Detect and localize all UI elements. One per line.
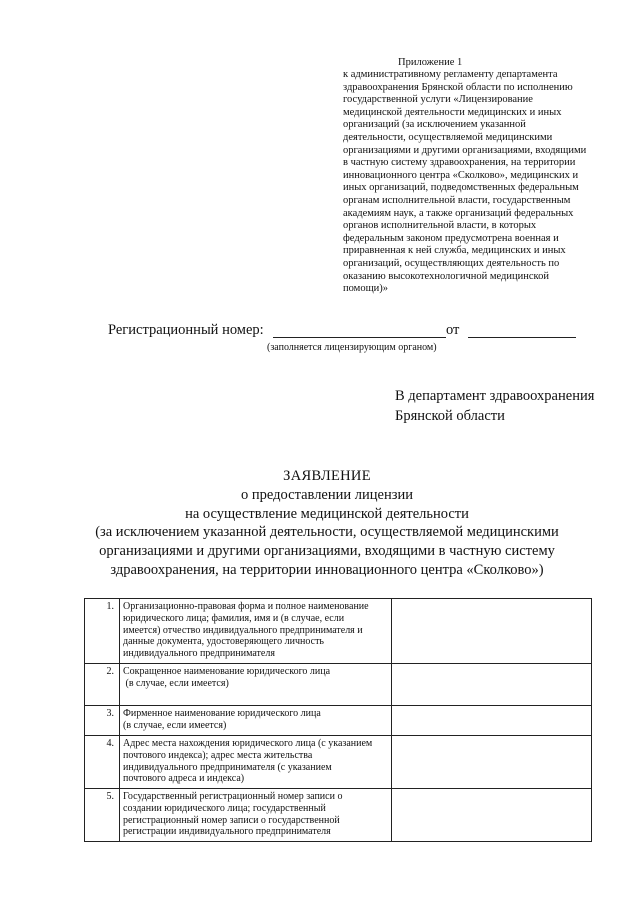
- annex-line: деятельности, осуществляемой медицинскими: [343, 131, 553, 143]
- row-description-line: почтового адреса и индекса): [123, 773, 245, 785]
- annex-line: органам исполнительной власти, государственным: [343, 194, 571, 206]
- registration-date-field[interactable]: [468, 337, 576, 338]
- annex-title: Приложение 1: [398, 57, 463, 68]
- row-description-line: (в случае, если имеется): [123, 719, 227, 731]
- annex-line: здравоохранения Брянской области по исполнению: [343, 81, 573, 93]
- addressee-line: В департамент здравоохранения: [395, 388, 595, 404]
- annex-line: организаций (за исключением указанной: [343, 119, 526, 131]
- table-row: [85, 789, 592, 842]
- row-description-line: создании юридического лица; государственный: [123, 802, 326, 814]
- row-number: 3.: [85, 706, 120, 736]
- row-description-line: Государственный регистрационный номер записи о: [123, 791, 343, 802]
- row-value-field[interactable]: [392, 599, 592, 664]
- row-description-line: Адрес места нахождения юридического лица (с указанием: [123, 738, 373, 749]
- statement-line: о предоставлении лицензии: [241, 486, 413, 503]
- annex-line: приравненная к ней служба, медицинских и иных: [343, 245, 566, 257]
- statement-line: (за исключением указанной деятельности, осуществляемой медицинскими: [95, 524, 559, 541]
- annex-line: иных организаций, подведомственных федеральным: [343, 182, 579, 194]
- annex-line: организаций, осуществляющих деятельность по: [343, 257, 560, 269]
- table-row: [85, 664, 592, 706]
- statement-line: на осуществление медицинской деятельности: [185, 505, 469, 522]
- registration-from-label: от: [446, 322, 460, 338]
- annex-line: в частную систему здравоохранения, на территории: [343, 157, 576, 169]
- row-description-line: Организационно-правовая форма и полное наименование: [123, 601, 369, 612]
- row-description-line: почтового индекса); адрес места жительства: [123, 749, 313, 761]
- statement-heading: [60, 467, 594, 580]
- row-description: [120, 789, 392, 842]
- row-number: 2.: [85, 664, 120, 706]
- annex-line: государственной услуги «Лицензирование: [343, 94, 533, 106]
- addressee-line: Брянской области: [395, 408, 505, 424]
- annex-line: организациями и другими организациями, входящими: [343, 144, 587, 156]
- row-value-field[interactable]: [392, 736, 592, 789]
- table-row: [85, 706, 592, 736]
- statement-title: ЗАЯВЛЕНИЕ: [283, 468, 371, 484]
- row-description: [120, 599, 392, 664]
- row-number: 5.: [85, 789, 120, 842]
- registration-note: (заполняется лицензирующим органом): [267, 342, 437, 353]
- annex-line: помощи)»: [343, 283, 389, 295]
- row-number: 1.: [85, 599, 120, 664]
- addressee: [395, 386, 594, 426]
- statement-line: здравоохранения, на территории инновационного центра «Сколково»): [110, 561, 544, 578]
- row-description-line: (в случае, если имеется): [123, 677, 229, 689]
- statement-line: организациями и другими организациями, входящими в частную систему: [99, 543, 555, 560]
- table-row: [85, 736, 592, 789]
- row-description: [120, 736, 392, 789]
- annex-line: органов исполнительной власти, в которых: [343, 220, 537, 232]
- annex-line: академиям наук, а также организаций федеральных: [343, 207, 574, 219]
- row-number: 4.: [85, 736, 120, 789]
- annex-line: федеральным законом предусмотрена военная и: [343, 232, 559, 244]
- row-description-line: индивидуального предпринимателя (с указанием: [123, 761, 332, 773]
- row-description-line: данные документа, удостоверяющего личность: [123, 636, 324, 648]
- table-row: [85, 599, 592, 664]
- registration-row: [108, 322, 588, 344]
- row-value-field[interactable]: [392, 664, 592, 706]
- registration-number-field[interactable]: [273, 337, 446, 338]
- row-description-line: регистрации индивидуального предпринимателя: [123, 826, 331, 838]
- annex-line: оказанию высокотехнологичной медицинской: [343, 270, 549, 282]
- annex-line: к административному регламенту департамента: [343, 69, 558, 80]
- registration-label: Регистрационный номер:: [108, 322, 264, 338]
- row-description-line: Сокращенное наименование юридического лица: [123, 666, 331, 677]
- row-value-field[interactable]: [392, 789, 592, 842]
- row-description: [120, 664, 392, 706]
- annex-line: инновационного центра «Сколково», медицинских и: [343, 169, 579, 181]
- row-description: [120, 706, 392, 736]
- row-description-line: имеется) отчество индивидуального предпринимателя и: [123, 624, 363, 636]
- row-description-line: юридического лица; фамилия, имя и (в случае, если: [123, 612, 345, 624]
- row-description-line: индивидуального предпринимателя: [123, 648, 275, 660]
- application-table: [84, 598, 592, 842]
- row-description-line: Фирменное наименование юридического лица: [123, 708, 321, 719]
- row-description-line: регистрационный номер записи о государственной: [123, 814, 340, 826]
- annex-text: [343, 69, 593, 296]
- annex-line: медицинской деятельности медицинских и иных: [343, 106, 562, 118]
- row-value-field[interactable]: [392, 706, 592, 736]
